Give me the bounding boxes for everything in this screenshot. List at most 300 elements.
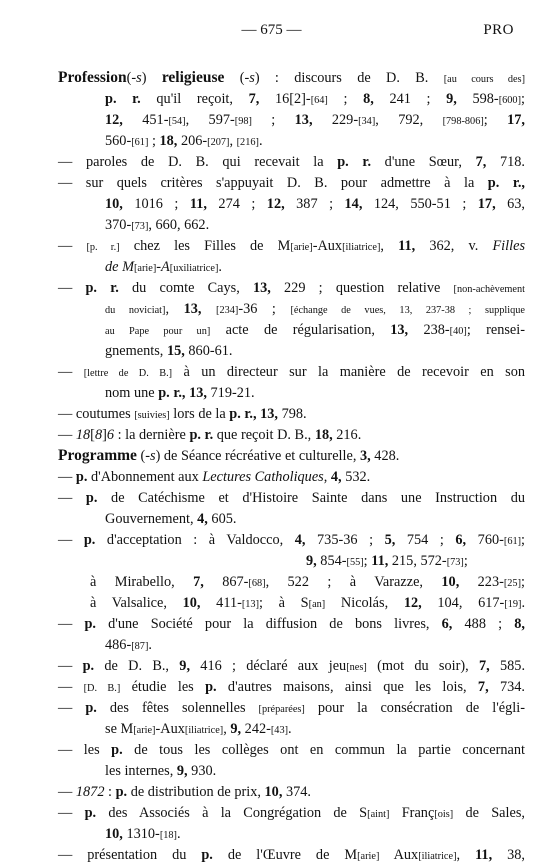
index-text-run: 13, <box>183 301 202 317</box>
index-text-run: 8 <box>94 427 103 443</box>
index-line <box>105 89 525 111</box>
index-text-run: ; <box>363 553 372 569</box>
index-text-run <box>72 280 85 296</box>
index-text-run: ( <box>126 70 132 86</box>
index-text-run: 416 ; déclaré aux jeu <box>190 658 347 674</box>
index-text-run: 229 ; question relative <box>270 280 454 296</box>
section-letters: PRO <box>483 22 514 38</box>
index-text-run: 3, <box>359 448 371 464</box>
index-text-run: 734. <box>488 679 525 695</box>
index-text-run: ; rensei- <box>466 322 525 338</box>
index-text-run: à Valsalice, <box>90 595 183 611</box>
index-text-run: d'une Sœur, <box>371 154 476 170</box>
index-text-run: : <box>104 784 116 800</box>
index-text-run: 223- <box>459 574 504 590</box>
index-line <box>105 299 525 321</box>
index-text-run: 4, <box>330 469 342 485</box>
index-text-run: [arie] <box>133 263 157 274</box>
index-text-run: . <box>288 721 292 737</box>
index-text-run: [non-achèvement <box>453 284 525 295</box>
index-text-run: . <box>176 826 181 842</box>
index-text-run: , <box>165 301 184 317</box>
index-line <box>105 341 525 361</box>
index-text-run: 10, <box>441 574 460 590</box>
index-line <box>90 593 525 615</box>
index-text-run: 387 ; <box>284 196 345 212</box>
index-text-run: d'une Société pour la diffusion de bons livres, <box>96 616 442 632</box>
index-text-run: à Mirabello, <box>90 574 194 590</box>
index-text-run: étudie les <box>120 679 206 695</box>
index-text-run: [ois] <box>434 809 454 820</box>
index-text-run: , <box>456 847 476 863</box>
index-text-run: [61] <box>503 536 522 547</box>
index-line <box>105 131 525 153</box>
index-text-run: 11, <box>371 553 389 569</box>
index-text-run: Profession <box>58 69 127 86</box>
index-text-run: les <box>72 742 112 758</box>
index-text-run: des fêtes solennelles <box>96 700 259 716</box>
index-text-run: 274 ; <box>206 196 267 212</box>
index-text-run: que reçoit D. B., <box>213 427 315 443</box>
index-text-run: ) : discours de D. B. <box>254 70 444 86</box>
index-text-run: 1310- <box>122 826 160 842</box>
index-text-run: [13] <box>241 599 260 610</box>
index-text-run <box>72 238 86 254</box>
index-text-run: religieuse <box>161 69 225 86</box>
index-text-run: — <box>58 679 73 695</box>
index-text-run: 605. <box>207 511 237 527</box>
index-text-run <box>72 532 84 548</box>
index-line <box>105 110 525 132</box>
index-text-run: [55] <box>346 557 364 568</box>
index-text-run: coutumes <box>72 406 135 422</box>
index-text-run: p. r., 13, <box>229 406 279 422</box>
index-text-run: p. <box>205 679 217 695</box>
index-text-run: gnements, <box>105 343 167 359</box>
index-text-run: 488 ; <box>452 616 515 632</box>
index-text-run: 229- <box>312 112 359 128</box>
index-text-run: 215, 572- <box>388 553 447 569</box>
index-text-run: [87] <box>131 641 149 652</box>
index-text-run: -36 ; <box>238 301 291 317</box>
index-text-run: [234] <box>216 305 239 316</box>
index-text-run: — <box>58 469 73 485</box>
index-text-run: — <box>58 658 73 674</box>
index-text-run: 7, <box>248 91 260 107</box>
index-text-run: de Catéchisme et d'Histoire Sainte dans une Instruction du <box>97 490 525 506</box>
index-text-run: ( <box>224 70 245 86</box>
index-text-run: -A <box>156 259 170 275</box>
index-text-run: 9, <box>230 721 242 737</box>
index-text-run: p. <box>111 742 123 758</box>
index-text-run: 16[2]- <box>259 91 311 107</box>
index-text-run: — <box>58 490 73 506</box>
index-text-run: 17, <box>487 112 526 128</box>
index-text-run: ; <box>327 91 364 107</box>
index-text-run: 9, <box>179 658 191 674</box>
index-line <box>58 446 525 466</box>
index-text-run: [an] <box>308 599 326 610</box>
index-text-run: ; <box>483 112 488 128</box>
index-text-run: Aux <box>379 847 419 863</box>
index-line <box>306 551 525 573</box>
index-text-run: [34] <box>358 116 376 127</box>
index-text-run: [arie] <box>133 725 156 736</box>
index-text-run: 854- <box>316 553 347 569</box>
index-text-run: 370- <box>105 217 132 233</box>
index-text-run: ; <box>521 574 525 590</box>
index-text-run: 7, <box>475 154 487 170</box>
index-text-run: (mot du soir), <box>366 658 479 674</box>
index-text-run: 8, <box>363 91 374 107</box>
index-text-run: ; <box>521 532 526 548</box>
index-text-run: 10, <box>105 826 123 842</box>
index-text-run: 362, v. <box>415 238 493 254</box>
index-text-run: p. r. <box>105 91 141 107</box>
index-text-run: ; <box>251 112 295 128</box>
index-text-run: -Aux <box>312 238 343 254</box>
index-line <box>58 68 525 90</box>
index-text-run: 18, <box>159 133 178 149</box>
index-line <box>105 257 525 279</box>
index-text-run: [D. B.] <box>83 683 121 694</box>
index-text-run: [73] <box>131 221 149 232</box>
index-text-run: [73] <box>446 557 464 568</box>
index-text-run: du noviciat] <box>105 305 166 316</box>
index-text-run: p. <box>75 469 88 485</box>
index-text-run: Lectures Catholiques <box>202 469 324 485</box>
index-text-run: [lettre de D. B.] <box>83 368 173 379</box>
index-text-run: ; à S <box>259 595 309 611</box>
index-text-run: — <box>58 238 73 254</box>
index-text-run: Programme <box>58 447 137 464</box>
index-text-run: p. <box>82 658 95 674</box>
index-text-run: — <box>58 175 73 191</box>
index-text-run: p. r. <box>189 427 214 443</box>
index-text-run: . <box>258 133 263 149</box>
index-text-run <box>72 364 83 380</box>
index-text-run: 867- <box>203 574 249 590</box>
index-text-run: -s <box>131 70 142 86</box>
index-text-run: acte de régularisation, <box>210 322 391 338</box>
index-text-run: Franç <box>389 805 435 821</box>
index-text-run: les internes, <box>105 763 177 779</box>
index-line <box>58 530 525 552</box>
index-text-run: [iliatrice] <box>184 725 224 736</box>
index-text-run: -Aux <box>155 721 185 737</box>
index-text-run: [aint] <box>367 809 390 820</box>
index-line <box>58 404 525 426</box>
index-text-run: Filles <box>492 238 526 254</box>
index-text-run: [iliatrice] <box>342 242 381 253</box>
index-text-run <box>72 658 82 674</box>
index-text-run: [18] <box>159 830 177 841</box>
index-text-run: ) <box>141 70 162 86</box>
index-text-run: 242- <box>241 721 271 737</box>
index-text-run: , 522 ; à Varazze, <box>265 574 442 590</box>
index-text-run: — <box>58 280 73 296</box>
index-line <box>58 845 525 867</box>
page-number: — 675 — <box>241 22 302 38</box>
index-text-run: — <box>58 427 73 443</box>
index-text-run: p. <box>84 805 97 821</box>
running-header <box>0 22 543 42</box>
index-text-run: 124, 550-51 ; <box>362 196 478 212</box>
index-text-run <box>72 490 86 506</box>
index-text-run <box>72 616 84 632</box>
index-text-run: p. <box>201 847 213 863</box>
index-text-run: — <box>58 532 73 548</box>
index-text-run: [798-806] <box>442 116 484 127</box>
index-line <box>58 740 525 760</box>
index-text-run: [iliatrice] <box>418 851 457 862</box>
index-line <box>58 677 525 699</box>
index-text-run: de distribution de prix, <box>127 784 265 800</box>
index-text-run: 12, <box>266 196 285 212</box>
index-text-run: 17, <box>477 196 496 212</box>
index-text-run: 860-61. <box>184 343 233 359</box>
index-text-run: 7, <box>478 658 490 674</box>
index-text-run: d'acceptation : à Valdocco, <box>95 532 295 548</box>
index-text-run: 12, <box>403 595 422 611</box>
index-line <box>90 572 525 594</box>
index-text-run: ( <box>136 448 146 464</box>
index-text-run: [suivies] <box>134 410 170 421</box>
index-text-run: présentation du <box>72 847 202 863</box>
index-text-run: 718. <box>486 154 525 170</box>
index-text-run: , 597- <box>185 112 235 128</box>
index-line <box>58 488 525 508</box>
index-text-run: du comte Cays, <box>118 280 253 296</box>
index-line <box>105 320 525 342</box>
index-text-run: 735-36 ; <box>305 532 385 548</box>
index-text-run: . <box>148 637 152 653</box>
index-text-run: [54] <box>168 116 186 127</box>
index-text-run: p. r. <box>337 154 372 170</box>
index-text-run: 486- <box>105 637 132 653</box>
index-line <box>58 467 525 487</box>
index-text-run: ; <box>521 91 525 107</box>
index-text-run: 104, 617- <box>421 595 505 611</box>
index-text-run: 4, <box>197 511 208 527</box>
index-text-run: se M <box>105 721 134 737</box>
index-text-run: : la dernière <box>114 427 190 443</box>
index-text-run: 6, <box>441 616 453 632</box>
index-line <box>58 614 525 634</box>
index-text-run: 10, <box>264 784 283 800</box>
index-text-run: — <box>58 784 73 800</box>
index-line <box>58 656 525 678</box>
index-text-run: qu'il reçoit, <box>140 91 249 107</box>
index-text-run: 598- <box>456 91 499 107</box>
index-line <box>58 425 525 445</box>
index-text-run: [au cours des] <box>443 74 525 85</box>
index-line <box>105 194 525 214</box>
index-text-run: au Pape pour un] <box>105 326 211 337</box>
index-text-run: lors de la <box>169 406 230 422</box>
index-text-run: [64] <box>310 95 328 106</box>
index-text-run: , <box>223 721 231 737</box>
index-text-run: -s <box>145 448 156 464</box>
index-text-run: 10, <box>105 196 123 212</box>
index-text-run: [p. r.] <box>86 242 120 253</box>
index-text-run: p. <box>85 490 98 506</box>
index-text-run <box>201 301 216 317</box>
index-text-run: 38, <box>492 847 525 863</box>
index-text-run: 9, <box>306 553 317 569</box>
index-line <box>105 215 525 237</box>
index-text-run: 560- <box>105 133 132 149</box>
index-text-run: 11, <box>475 847 493 863</box>
index-text-run: 6 <box>106 427 115 443</box>
index-text-run: 719-21. <box>206 385 255 401</box>
index-text-run: [19] <box>504 599 522 610</box>
index-text-run: p. <box>85 700 97 716</box>
index-text-run: [40] <box>449 326 467 337</box>
index-text-run: p. r. <box>85 280 119 296</box>
index-text-run: d'Abonnement aux <box>87 469 203 485</box>
index-text-run: 6, <box>455 532 467 548</box>
index-line <box>58 362 525 384</box>
index-text-run: nom une <box>105 385 159 401</box>
index-text-run: [216] <box>236 137 259 148</box>
index-text-run: ) de Séance récréative et culturelle, <box>155 448 360 464</box>
index-text-run: 10, <box>182 595 201 611</box>
index-line <box>105 635 525 657</box>
index-text-run: [43] <box>270 725 289 736</box>
index-text-run: Nicolás, <box>325 595 404 611</box>
index-text-run: — <box>58 406 73 422</box>
index-text-run: — <box>58 700 73 716</box>
index-text-run: ; <box>463 553 468 569</box>
index-text-run: 754 ; <box>395 532 456 548</box>
index-text-run: de M <box>105 259 134 275</box>
index-text-run: 14, <box>344 196 363 212</box>
index-text-run: — <box>58 742 73 758</box>
index-text-run: 4, <box>294 532 306 548</box>
index-text-run: 1872 <box>75 784 105 800</box>
index-line <box>58 236 525 258</box>
index-text-run: 18, <box>314 427 333 443</box>
index-text-run: 7, <box>477 679 489 695</box>
index-text-run: 11, <box>189 196 207 212</box>
index-text-run: — <box>58 847 73 863</box>
index-line <box>58 782 525 802</box>
index-text-run: 63, <box>495 196 525 212</box>
index-text-run: [68] <box>248 578 266 589</box>
index-text-run: 585. <box>489 658 526 674</box>
index-text-run: 11, <box>398 238 416 254</box>
index-text-run: [uxiliatrice] <box>169 263 219 274</box>
index-text-run <box>72 679 83 695</box>
index-text-run: 8, <box>514 616 525 632</box>
index-text-run: , <box>229 133 237 149</box>
index-text-run: , 792, <box>375 112 443 128</box>
index-line <box>105 761 525 781</box>
index-text-run: 798. <box>278 406 307 422</box>
index-text-run: sur quels critères s'appuyait D. B. pour admettre à la <box>72 175 488 191</box>
index-text-run: [25] <box>503 578 522 589</box>
index-text-run: 930. <box>187 763 217 779</box>
index-text-run: ] <box>102 427 107 443</box>
index-line <box>105 383 525 403</box>
index-line <box>58 152 525 172</box>
index-line <box>58 173 525 193</box>
index-text-run: de tous les collèges ont en commun la partie concernant <box>122 742 525 758</box>
index-text-run: p. <box>115 784 128 800</box>
index-text-run: — <box>58 154 73 170</box>
index-text-run: 13, <box>294 112 313 128</box>
index-text-run: 1016 ; <box>122 196 190 212</box>
index-text-run: 206- <box>177 133 208 149</box>
index-text-run: 15, <box>166 343 185 359</box>
index-text-run: [préparées] <box>258 704 305 715</box>
index-text-run: 5, <box>384 532 396 548</box>
index-text-run: [arie] <box>290 242 313 253</box>
index-text-run: [nes] <box>346 662 367 673</box>
index-text-run: p. r., <box>487 175 526 191</box>
index-text-run: d'autres maisons, ainsi que les lois, <box>216 679 478 695</box>
index-text-run <box>72 805 84 821</box>
index-text-run: 12, <box>105 112 123 128</box>
index-text-run: [98] <box>234 116 252 127</box>
index-line <box>105 824 525 846</box>
index-text-run: 18 <box>75 427 91 443</box>
index-text-run: — <box>58 805 73 821</box>
index-text-run: 451- <box>122 112 169 128</box>
index-text-run: . <box>521 595 526 611</box>
index-text-run: 13, <box>252 280 271 296</box>
index-line <box>58 698 525 720</box>
index-text-run: , <box>380 238 399 254</box>
index-text-run: ; <box>148 133 160 149</box>
index-text-run: pour la consécration de l'égli- <box>304 700 525 716</box>
index-text-run: 216. <box>332 427 362 443</box>
index-text-run: p. <box>84 616 96 632</box>
index-text-run: 9, <box>176 763 188 779</box>
index-text-run: de D. B., <box>94 658 180 674</box>
index-text-run: [600] <box>498 95 522 106</box>
index-text-run: des Associés à la Congrégation de S <box>96 805 368 821</box>
index-text-run: p. r., 13, <box>158 385 207 401</box>
index-text-run: 238- <box>408 322 450 338</box>
index-text-run: 7, <box>193 574 204 590</box>
index-text-run: 13, <box>390 322 409 338</box>
index-line <box>105 719 525 741</box>
index-line <box>58 278 525 300</box>
index-line <box>58 803 525 825</box>
index-text-run: [207] <box>207 137 230 148</box>
index-text-run: [arie] <box>357 851 380 862</box>
index-text-run: chez les Filles de M <box>119 238 291 254</box>
index-text-run: paroles de D. B. qui recevait la <box>72 154 338 170</box>
index-text-run: -s <box>244 70 255 86</box>
index-text-run: , <box>323 469 331 485</box>
index-text-run: p. <box>83 532 96 548</box>
index-text-run: 241 ; <box>373 91 447 107</box>
index-text-run: [ <box>90 427 95 443</box>
index-text-run: — <box>58 364 73 380</box>
index-line <box>105 509 525 529</box>
index-text-run: de l'Œuvre de M <box>212 847 358 863</box>
index-text-run: 374. <box>282 784 311 800</box>
index-text-run: — <box>58 616 73 632</box>
index-text-run: [échange de vues, 13, 237-38 ; supplique <box>290 305 526 316</box>
index-text-run: 411- <box>200 595 242 611</box>
index-text-run: , 660, 662. <box>148 217 210 233</box>
index-text-run: Gouvernement, <box>105 511 198 527</box>
index-text-run: à un directeur sur la manière de recevoir en son <box>172 364 525 380</box>
